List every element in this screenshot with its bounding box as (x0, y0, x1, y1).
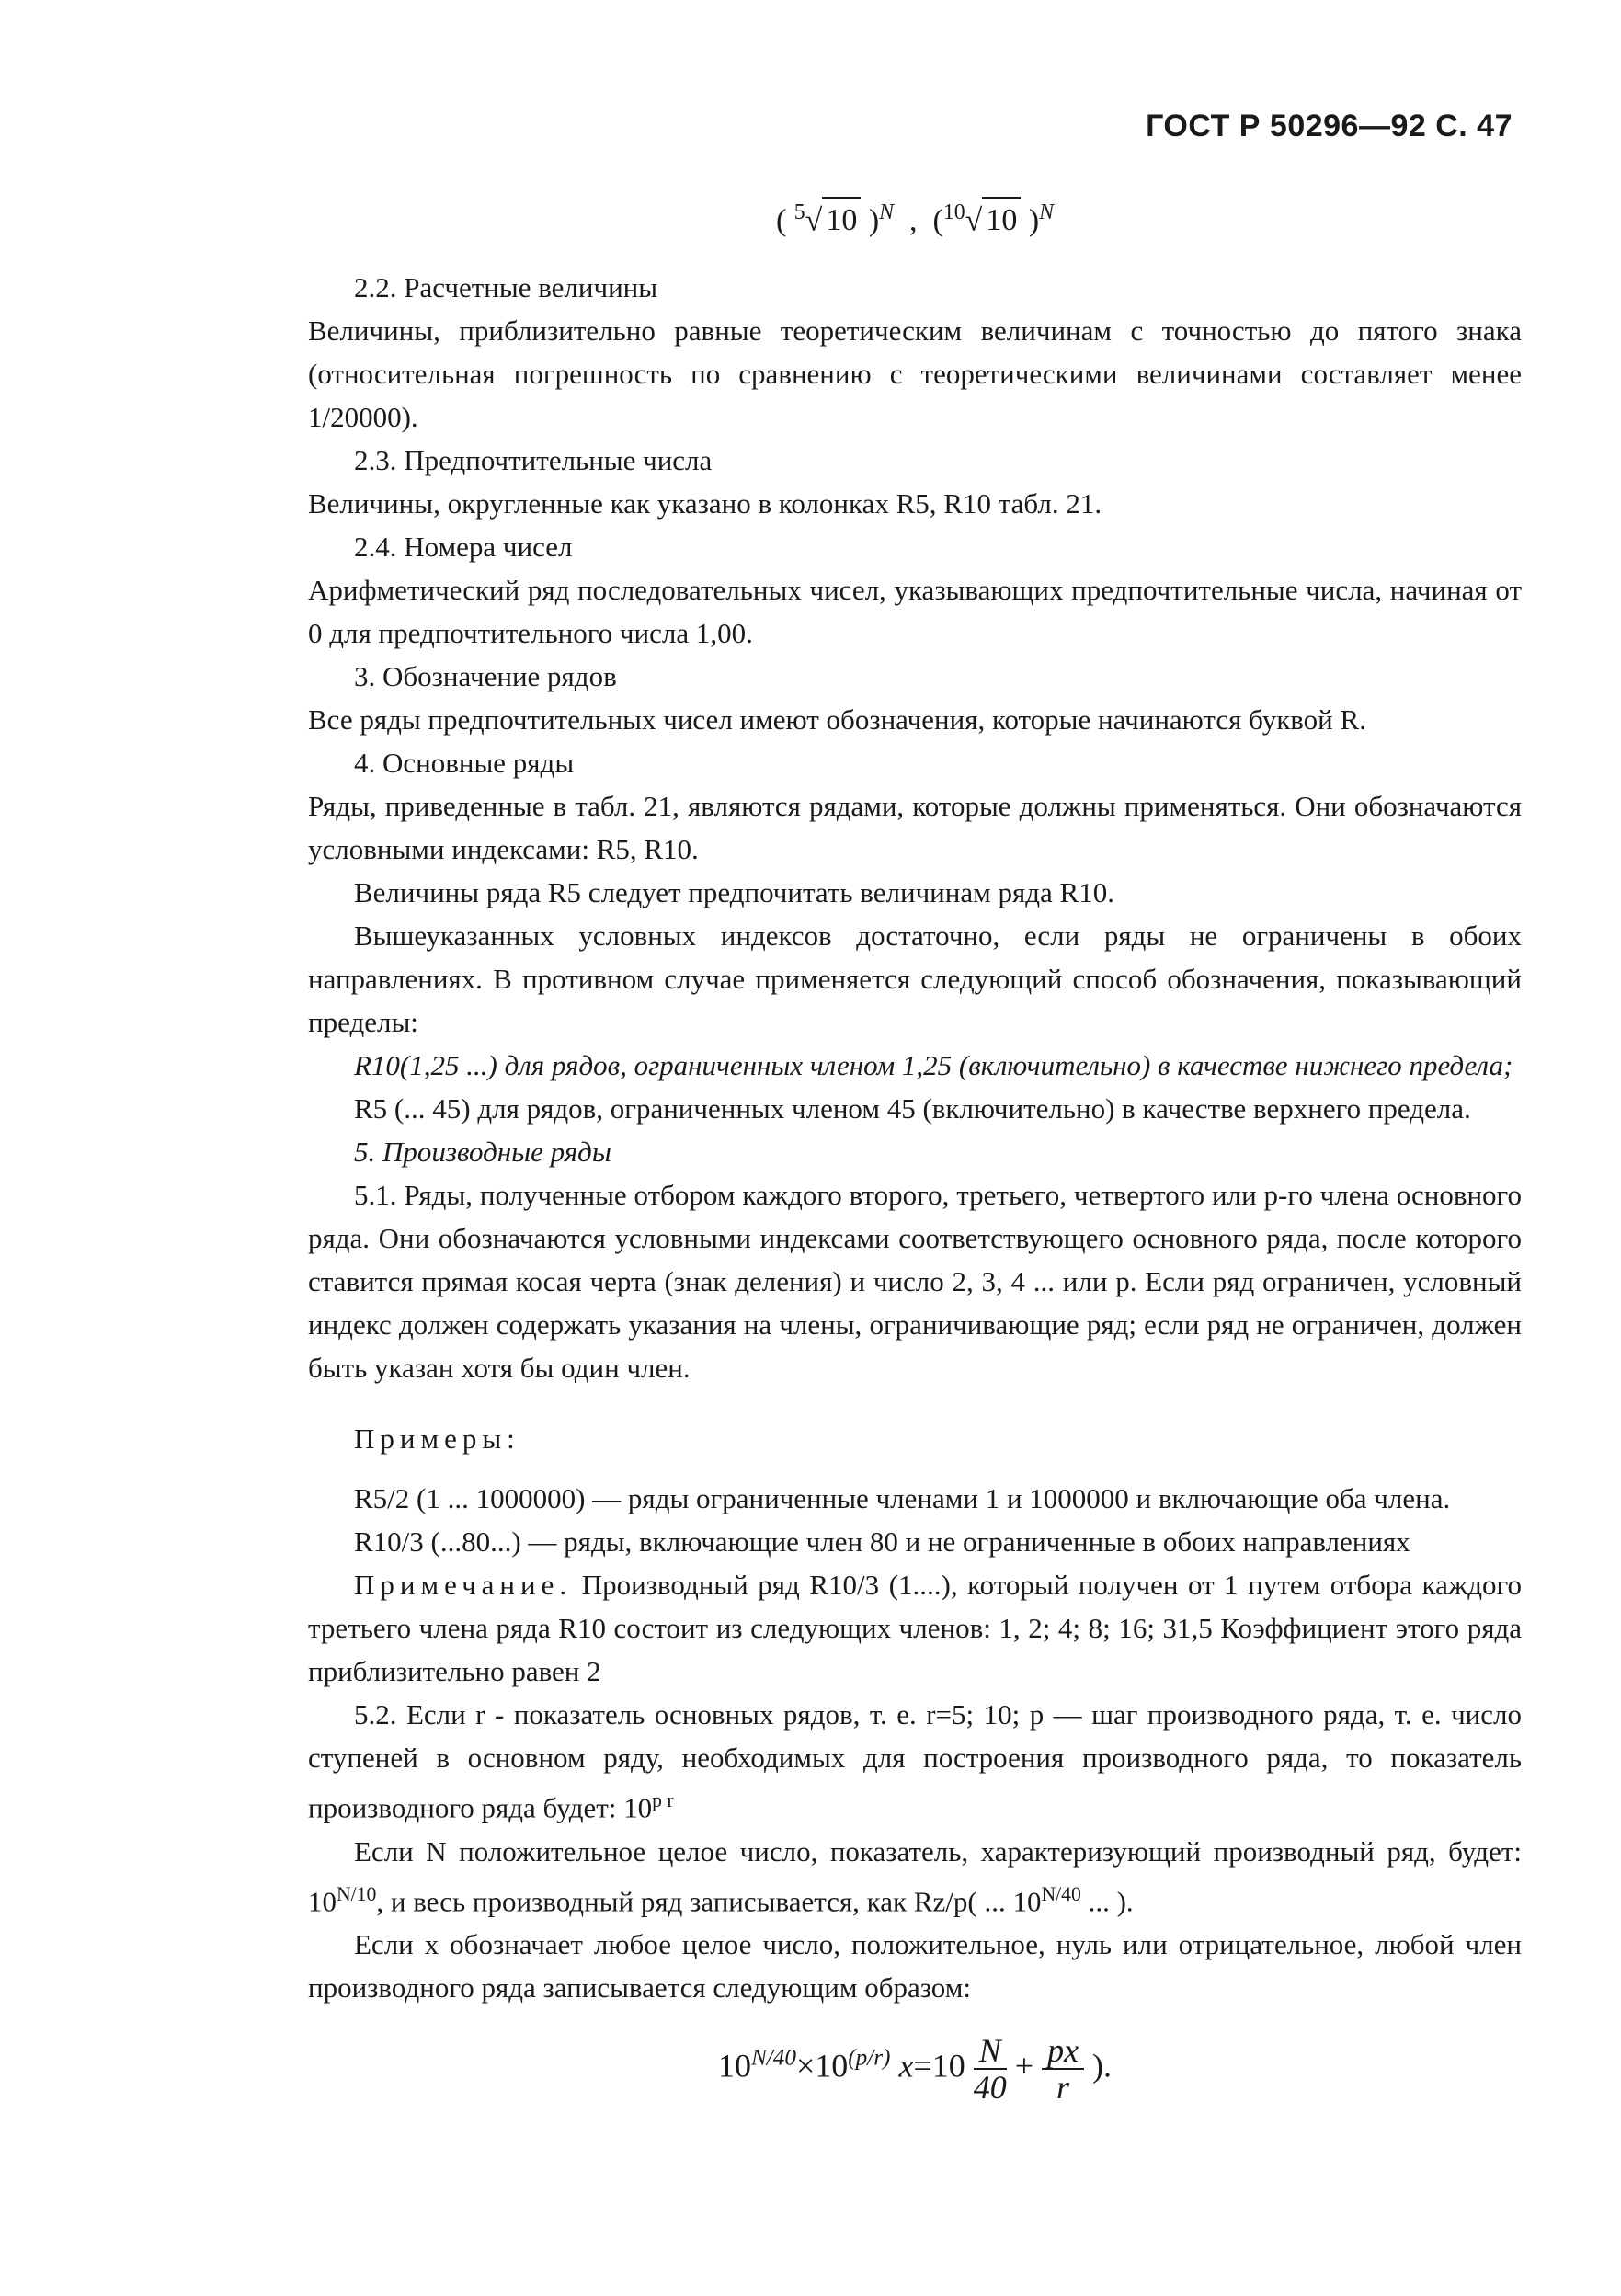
text-4-2: Величины ряда R5 следует предпочитать величинам ряда R10. (354, 876, 1114, 909)
text-5-2-a (308, 1693, 1522, 1829)
f-plus: + (1014, 2047, 1034, 2085)
example-2: R10/3 (...80...) — ряды, включающие член 80 и не ограниченные в обоих направлениях (354, 1525, 1410, 1559)
exponent-1: N (879, 200, 895, 224)
f-eq: =10 (913, 2047, 965, 2085)
f-sup1: N/40 (750, 2045, 796, 2071)
text-4-5: R5 (... 45) для рядов, ограниченных членом 45 (включительно) в качестве верхнего предела. (354, 1092, 1471, 1125)
text-2-2: Величины, приблизительно равные теоретическим величинам с точностью до пятого знака (относительная погрешность по сравнению с теоретическими величинами составляет менее 1/20000). (308, 314, 1522, 434)
text-2-3: Величины, округленные как указано в колонках R5, R10 табл. 21. (308, 487, 1102, 520)
f-base1: 10 (717, 2047, 751, 2085)
f-times: ×10 (795, 2047, 849, 2085)
heading-2-2: 2.2. Расчетные величины (354, 271, 658, 304)
text-5-2-b-body2: , и весь производный ряд записывается, как Rz/p( ... 10 (376, 1884, 1042, 1917)
fraction-px-r (1042, 2033, 1084, 2105)
heading-3: 3. Обозначение рядов (354, 660, 617, 693)
text-5-2-c: Если х обозначает любое целое число, положительное, нуль или отрицательное, любой член производного ряда записывается следующим образом: (308, 1927, 1522, 2004)
text-5-2-b-exponent1: N/10 (337, 1882, 377, 1905)
fraction-n-40-den: 40 (973, 2068, 1007, 2106)
page-header: ГОСТ Р 50296—92 С. 47 (1146, 109, 1513, 143)
f-sup2: (p/r) (848, 2045, 891, 2071)
radicand-2: 10 (982, 197, 1021, 242)
note-label: Примечание. (354, 1569, 573, 1602)
root-index-1: 5 (793, 200, 805, 224)
example-1: R5/2 (1 ... 1000000) — ряды ограниченные членами 1 и 1000000 и включающие оба члена. (354, 1482, 1451, 1515)
fraction-n-40 (974, 2033, 1007, 2105)
text-5-2-b-body3: ... ). (1080, 1884, 1134, 1917)
heading-2-4: 2.4. Номера чисел (354, 531, 573, 564)
formula-derived-term (308, 2033, 1522, 2105)
heading-5: 5. Производные ряды (354, 1136, 611, 1169)
text-5-2-b-body1: Если N положительное целое число, показатель, характеризующий производный ряд, будет: 10 (308, 1834, 1522, 1917)
text-4-4: R10(1,25 ...) для рядов, ограниченных членом 1,25 (включительно) в качестве нижнего предела; (354, 1049, 1513, 1082)
radicand-1: 10 (822, 197, 861, 242)
document-body (308, 184, 1522, 2105)
fraction-n-40-num: N (974, 2033, 1007, 2070)
text-5-1: 5.1. Ряды, полученные отбором каждого второго, третьего, четвертого или р-го члена основного ряда. Они обозначаются условными индексами соответствующего основного ряда, после которого ставится прямая косая черта (знак деления) и число 2, 3, 4 ... или р. Если ряд ограничен, условный индекс должен содержать указания на члены, ограничивающие ряд; если ряд не ограничен, должен быть указан хотя бы один член. (308, 1179, 1522, 1385)
formula-roots: ( $^5$√ 10 )$^N$ , ($^{10}$√ 10 )$^N$ (308, 191, 1522, 242)
text-5-2-b (308, 1830, 1522, 1923)
fraction-px-r-den: r (1056, 2068, 1070, 2106)
examples-label: Примеры: (354, 1422, 520, 1456)
heading-2-3: 2.3. Предпочтительные числа (354, 444, 713, 477)
text-3: Все ряды предпочтительных чисел имеют обозначения, которые начинаются буквой R. (308, 703, 1366, 737)
f-close: ). (1092, 2047, 1113, 2085)
text-5-2-b-exponent2: N/40 (1041, 1882, 1081, 1905)
exponent-2: N (1039, 200, 1055, 224)
f-x: x (898, 2047, 914, 2085)
heading-4: 4. Основные ряды (354, 747, 575, 780)
text-2-4: Арифметический ряд последовательных чисел, указывающих предпочтительные числа, начиная от 0 для предпочтительного числа 1,00. (308, 574, 1522, 650)
fraction-px-r-num: px (1042, 2033, 1084, 2070)
note (308, 1563, 1522, 1693)
note-text: Производный ряд R10/3 (1....), который получен от 1 путем отбора каждого третьего члена ряда R10 состоит из следующих членов: 1, 2; 4; 8; 16; 31,5 Коэффициент этого ряда приблизительно равен 2 (308, 1569, 1522, 1688)
root-index-2: 10 (942, 200, 965, 224)
text-5-2-a-exponent: p r (652, 1789, 674, 1812)
text-4-1: Ряды, приведенные в табл. 21, являются рядами, которые должны применяться. Они обозначаются условными индексами: R5, R10. (308, 790, 1522, 866)
text-4-3: Вышеуказанных условных индексов достаточно, если ряды не ограничены в обоих направлениях. В противном случае применяется следующий способ обозначения, показывающий пределы: (308, 920, 1522, 1039)
text-5-2-a-body: 5.2. Если r - показатель основных рядов, т. е. r=5; 10; р — шаг производного ряда, т. е. число ступеней в основном ряду, необходимых для построения производного ряда, то показатель производного ряда будет: 10 (308, 1698, 1522, 1824)
